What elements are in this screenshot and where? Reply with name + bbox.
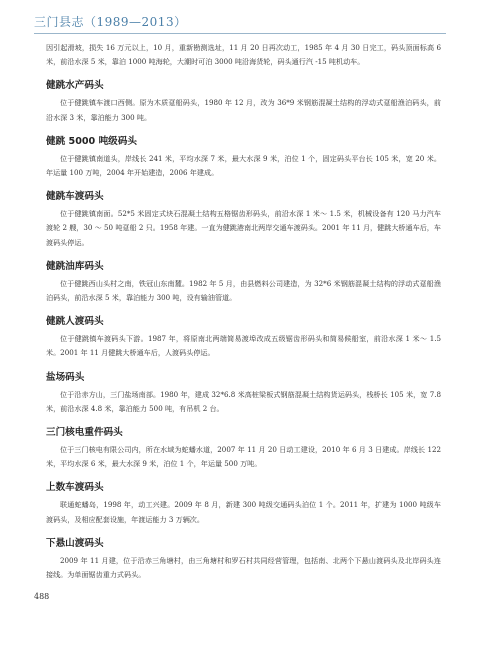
section-title-salt-field-wharf: 盐场码头 xyxy=(46,371,85,383)
section-title-xiaxuanshan-ferry: 下悬山渡码头 xyxy=(46,537,104,549)
intro-paragraph: 因引起滑坡，损失 16 万元以上，10 月，重新勘测选址，11 月 20 日再次动工，1985 年 4 月 30 日完工，码头顶面标高 6 米，前沿水深 5 米，靠泊 1000 吨海轮，大潮时可泊 3000 吨沿海货轮，码头通行汽 -15 吨机动车。 xyxy=(46,43,441,67)
section-title-jiantiao-car-ferry: 健跳车渡码头 xyxy=(46,191,104,203)
section-body-jiantiao-5000t-wharf: 位于健跳镇南道头，岸线长 241 米，平均水深 7 米，最大水深 9 米，泊位 1 个，固定码头平台长 105 米，宽 20 米。年运量 100 万吨，2004 年开始建造，2006 年建成。 xyxy=(46,153,441,178)
running-header: 三门县志（1989—2013） xyxy=(34,15,187,29)
header-divider xyxy=(34,33,446,34)
section-body-salt-field-wharf: 位于沿赤方山，三门盐场南部。1980 年，建成 32*6.8 米高桩梁板式钢筋混凝土结构货运码头，栈桥长 105 米，宽 7.8 米，前沿水深 4.8 米，靠泊能力 500 吨，有吊机 2 台。 xyxy=(46,389,441,413)
section-title-jiantiao-passenger-ferry: 健跳人渡码头 xyxy=(46,316,104,328)
section-title-nuclear-heavy-cargo-wharf: 三门核电重件码头 xyxy=(46,427,123,439)
section-title-shangshu-car-ferry: 上数车渡码头 xyxy=(46,482,104,494)
page-number: 488 xyxy=(34,592,50,601)
section-body-shangshu-car-ferry: 联通蛇蟠岛，1998 年，动工兴建。2009 年 8 月，新建 300 吨级交通码头泊位 1 个。2011 年，扩建为 1000 吨级车渡码头，及相应配套设施，年渡运能力 3 万辆次。 xyxy=(46,500,441,524)
page-content xyxy=(46,41,441,582)
section-body-nuclear-heavy-cargo-wharf: 位于三门核电有限公司内，所在水域为蛇蟠水道，2007 年 11 月 20 日动工建设，2010 年 6 月 3 日建成。岸线长 122 米，平均水深 6 米，最大水深 9 米，泊位 1 个，年运量 500 万吨。 xyxy=(46,445,441,469)
section-body-jiantiao-car-ferry: 位于健跳镇南面。52*5 米固定式块石混凝土结构五格锯齿形码头，前沿水深 1 米～ 1.5 米，机械设备有 120 马力汽车渡轮 2 艘，30 ～ 50 吨趸船 2 只。1958 年建。一直为健跳港南北两岸交通车渡码头。2001 年 11 月，健跳大桥通车后，车渡码头停运。 xyxy=(46,209,441,247)
section-title-jiantiao-5000t-wharf: 健跳 5000 吨级码头 xyxy=(46,135,137,147)
section-body-xiaxuanshan-ferry: 2009 年 11 月建，位于沿赤三角塘村，由三角塘村和罗石村共同经营管理，包括南、北两个下悬山渡码头及北岸码头连接线。为单面锯齿重力式码头。 xyxy=(46,555,441,580)
section-body-jiantiao-passenger-ferry: 位于健跳镇车渡码头下游。1987 年，将原南北两端简易渡埠改成五级锯齿形码头和简易候船室，前沿水深 1 米～ 1.5 米。2001 年 11 月健跳大桥通车后，人渡码头停运。 xyxy=(46,334,441,358)
section-title-jiantiao-fishery-wharf: 健跳水产码头 xyxy=(46,80,104,92)
section-body-jiantiao-fishery-wharf: 位于健跳镇车渡口西侧。原为木质趸船码头，1980 年 12 月，改为 36*9 米钢筋混凝土结构的浮动式趸船渔泊码头，前沿水深 3 米，靠泊能力 300 吨。 xyxy=(46,98,441,122)
section-body-jiantiao-oil-depot: 位于健跳西山头村之南，铁冠山东南麓。1982 年 5 月，由县燃料公司建造，为 32*6 米钢筋混凝土结构的浮动式趸船渔泊码头，前沿水深 5 米，靠泊能力 300 吨，设有输油管道。 xyxy=(46,278,441,303)
section-title-jiantiao-oil-depot: 健跳油库码头 xyxy=(46,260,104,272)
